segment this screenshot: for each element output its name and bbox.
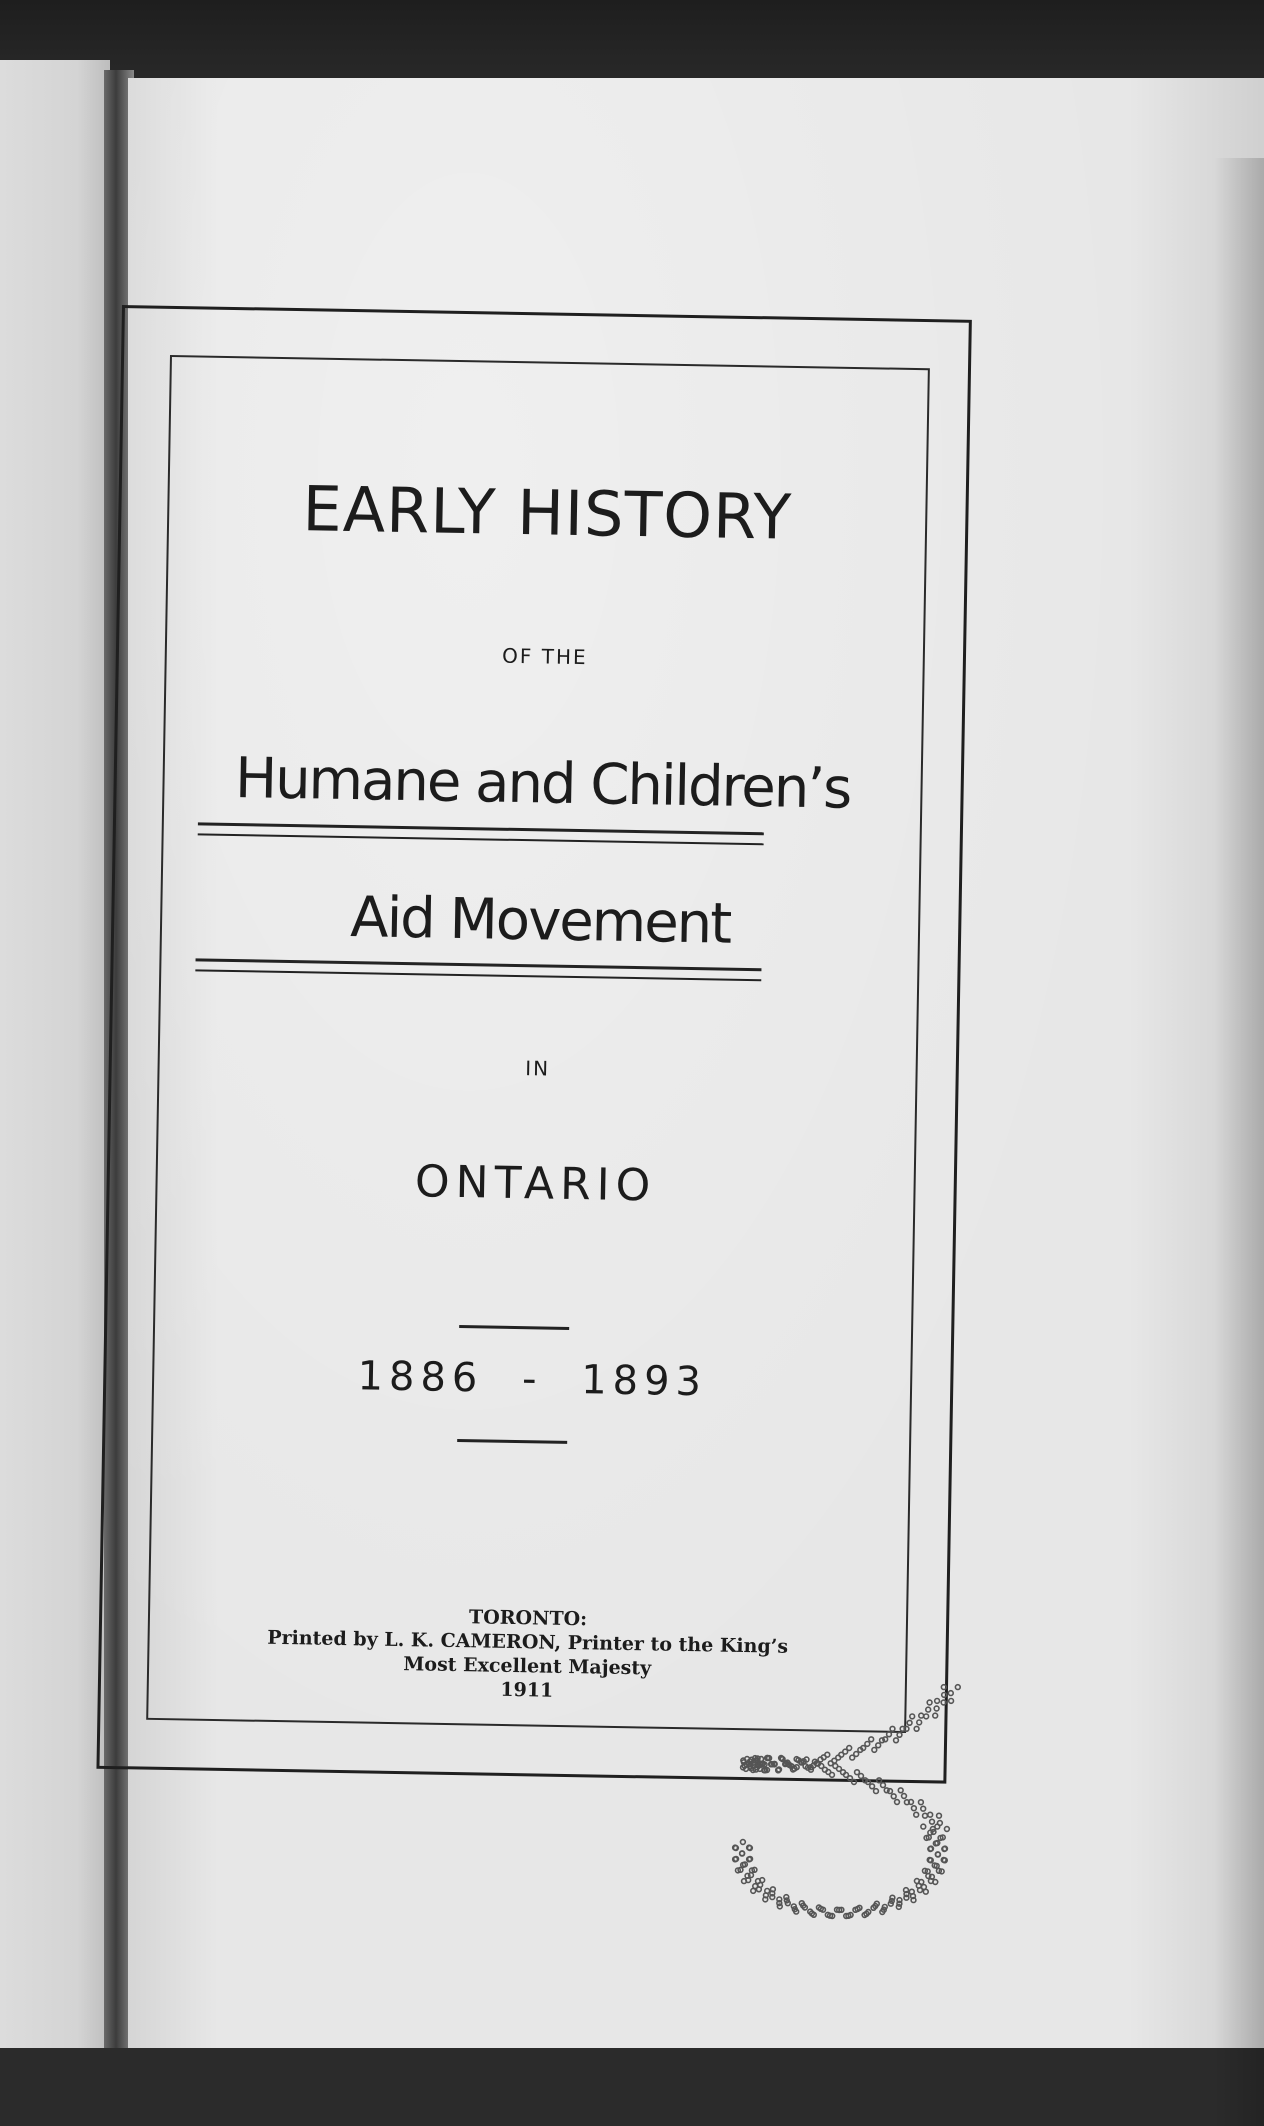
- perforation-hole: [955, 1685, 960, 1690]
- perforation-hole: [937, 1813, 942, 1818]
- perforation-hole: [870, 1784, 875, 1789]
- imprint-majesty: Most Excellent Majesty: [403, 1653, 652, 1680]
- perforation-hole: [748, 1846, 753, 1851]
- double-rule-upper: [198, 822, 764, 845]
- perforation-hole: [945, 1827, 950, 1832]
- perforation-hole: [927, 1858, 932, 1863]
- imprint-printer: Printed by L. K. CAMERON, Printer to the King’s: [267, 1626, 789, 1658]
- perforation-hole: [907, 1720, 912, 1725]
- perforation-hole: [930, 1819, 935, 1824]
- perforation-hole: [753, 1884, 758, 1889]
- double-rule-lower: [195, 958, 761, 981]
- perforation-hole: [914, 1812, 919, 1817]
- perforation-hole: [895, 1800, 900, 1805]
- perforation-hole: [874, 1789, 879, 1794]
- perforation-stamp-icon: [690, 1600, 1050, 1960]
- perforation-hole: [877, 1778, 882, 1783]
- year-range: 1886 - 1893: [357, 1353, 708, 1406]
- perforation-hole: [917, 1720, 922, 1725]
- perforation-hole: [776, 1768, 781, 1773]
- connector-of-the: OF THE: [501, 643, 588, 670]
- perforation-hole: [935, 1699, 940, 1704]
- perforation-hole: [861, 1746, 866, 1751]
- perforation-hole: [898, 1788, 903, 1793]
- perforation-hole: [914, 1726, 919, 1731]
- perforation-hole: [929, 1879, 934, 1884]
- perforation-hole: [921, 1806, 926, 1811]
- perforation-hole: [891, 1794, 896, 1799]
- page-shadow: [1214, 158, 1264, 2126]
- perforation-hole: [926, 1874, 931, 1879]
- perforation-hole: [934, 1706, 939, 1711]
- title-block: [156, 360, 920, 1733]
- perforation-hole: [777, 1897, 782, 1902]
- perforation-hole: [850, 1755, 855, 1760]
- perforation-hole: [734, 1846, 739, 1851]
- short-rule-upper: [459, 1325, 569, 1330]
- perforation-hole: [852, 1780, 857, 1785]
- connector-in: IN: [525, 1056, 551, 1081]
- imprint-year: 1911: [500, 1678, 554, 1702]
- perforation-hole: [839, 1752, 844, 1757]
- perforation-hole: [948, 1691, 953, 1696]
- perforation-hole: [869, 1737, 874, 1742]
- subject-line-2: Aid Movement: [349, 885, 731, 957]
- perforation-hole: [876, 1743, 881, 1748]
- perforation-hole: [747, 1857, 752, 1862]
- perforation-hole: [919, 1800, 924, 1805]
- perforation-hole: [883, 1737, 888, 1742]
- perforation-hole: [863, 1778, 868, 1783]
- perforation-hole: [741, 1840, 746, 1845]
- perforation-hole: [745, 1757, 750, 1762]
- imprint-city: TORONTO:: [468, 1606, 588, 1631]
- perforation-hole: [941, 1858, 946, 1863]
- perforation-hole: [923, 1889, 928, 1894]
- perforation-hole: [859, 1774, 864, 1779]
- perforation-hole: [921, 1824, 926, 1829]
- perforation-hole: [872, 1748, 877, 1753]
- perforation-hole: [926, 1707, 931, 1712]
- perforation-hole: [905, 1800, 910, 1805]
- perforation-hole: [923, 1813, 928, 1818]
- perforation-hole: [919, 1713, 924, 1718]
- perforation-hole: [949, 1699, 954, 1704]
- perforation-hole: [881, 1783, 886, 1788]
- perforation-hole: [941, 1685, 946, 1690]
- perforation-hole: [733, 1857, 738, 1862]
- perforation-hole: [884, 1788, 889, 1793]
- perforation-hole: [745, 1873, 750, 1878]
- perforation-hole: [918, 1888, 923, 1893]
- subject-line-1: Humane and Children’s: [234, 746, 851, 822]
- perforation-hole: [740, 1851, 745, 1856]
- perforation-hole: [894, 1738, 899, 1743]
- perforation-hole: [941, 1700, 946, 1705]
- perforation-hole: [927, 1700, 932, 1705]
- perforation-hole: [912, 1806, 917, 1811]
- perforation-hole: [896, 1905, 901, 1910]
- perforation-hole: [910, 1714, 915, 1719]
- perforation-hole: [904, 1726, 909, 1731]
- perforation-hole: [933, 1713, 938, 1718]
- facing-page-edge: [0, 60, 110, 2048]
- perforation-hole: [830, 1773, 835, 1778]
- perforation-hole: [935, 1852, 940, 1857]
- perforation-hole: [841, 1770, 846, 1775]
- perforation-hole: [929, 1846, 934, 1851]
- perforation-hole: [897, 1732, 902, 1737]
- perforation-hole: [935, 1841, 940, 1846]
- perforation-hole: [771, 1887, 776, 1892]
- perforation-hole: [887, 1732, 892, 1737]
- perforation-hole: [904, 1895, 909, 1900]
- perforation-hole: [765, 1889, 770, 1894]
- perforation-hole: [865, 1742, 870, 1747]
- perforation-hole: [942, 1693, 947, 1698]
- scan-background-top: [0, 0, 1264, 90]
- perforation-hole: [890, 1726, 895, 1731]
- short-rule-lower: [457, 1439, 567, 1444]
- perforation-hole: [935, 1824, 940, 1829]
- perforation-hole: [756, 1879, 761, 1884]
- perforation-hole: [911, 1898, 916, 1903]
- perforation-hole: [742, 1879, 747, 1884]
- perforation-hole: [819, 1764, 824, 1769]
- perforation-hole: [902, 1794, 907, 1799]
- perforation-hole: [943, 1846, 948, 1851]
- main-title: EARLY HISTORY: [302, 472, 793, 554]
- perforation-hole: [924, 1714, 929, 1719]
- place-name: ONTARIO: [414, 1156, 657, 1212]
- perforation-hole: [928, 1812, 933, 1817]
- perforation-hole: [784, 1895, 789, 1900]
